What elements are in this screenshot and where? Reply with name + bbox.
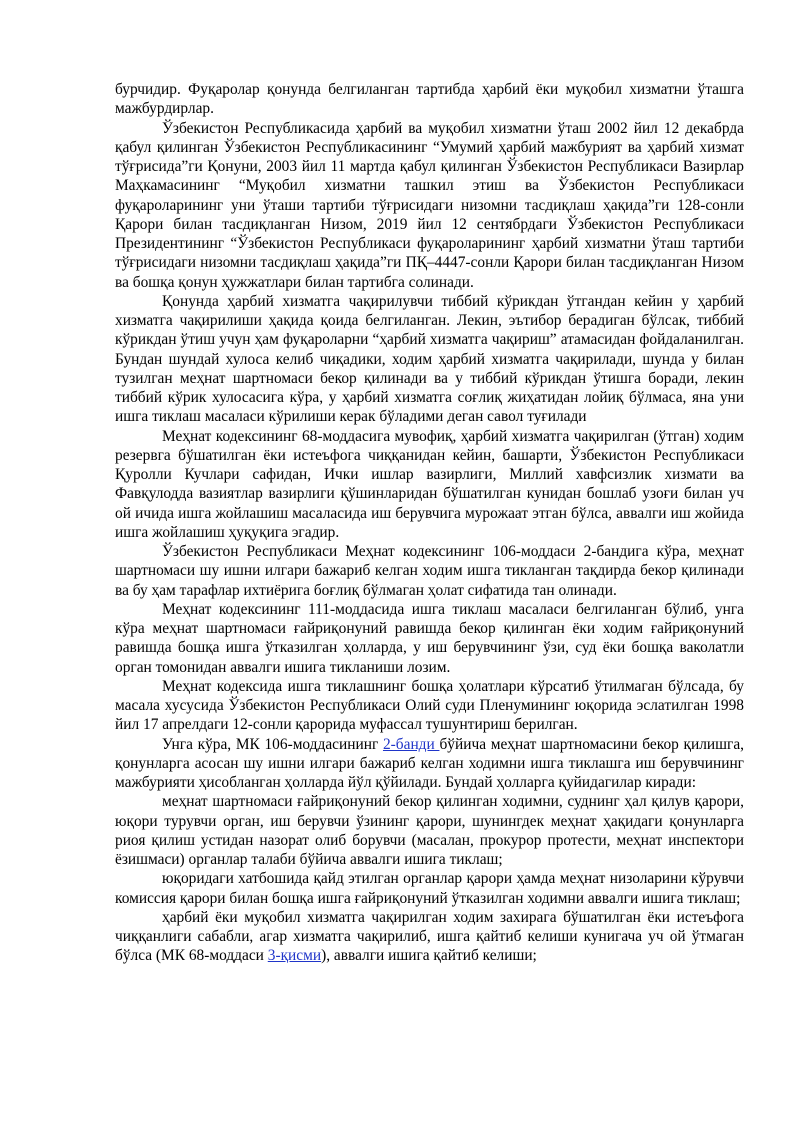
paragraph xyxy=(115,80,744,119)
paragraph xyxy=(115,600,744,677)
paragraph-text: юқоридаги хатбошида қайд этилган органлар қарори ҳамда меҳнат низоларини кўрувчи комиссия қарори билан бошқа ишга ғайриқонуний ўтказилган ходимни аввалги ишига тиклаш; xyxy=(115,870,744,907)
paragraph xyxy=(115,542,744,600)
paragraph-text: Унга кўра, МК 106-моддасининг xyxy=(162,735,383,753)
paragraph xyxy=(115,292,744,427)
paragraph-text: Меҳнат кодексида ишга тиклашнинг бошқа ҳолатлари кўрсатиб ўтилмаган бўлсада, бу масала хусусида Ўзбекистон Республикаси Олий суди Пленумининг юқорида эслатилган 1998 йил 17 апрелдаги 12-сонли қарорида муфассал тушунтириш берилган. xyxy=(115,677,744,734)
article-106-clause-2-link[interactable]: 2-банди xyxy=(382,735,440,753)
paragraph-text: Ўзбекистон Республикасида ҳарбий ва муқобил хизматни ўташ 2002 йил 12 декабрда қабул қилинган Ўзбекистон Республикасининг “Умумий ҳарбий мажбурият ва ҳарбий хизмат тўғрисида”ги Қонуни, 2003 йил 11 мартда қабул қилинган Ўзбекистон Республикаси Вазирлар Маҳкамасининг “Муқобил хизматни ташкил этиш ва Ўзбекистон Республикаси фуқароларининг уни ўташи тартиби тўғрисидаги низомни тасдиқлаш ҳақида”ги 128-сонли Қарори билан тасдиқланган Низом, 2019 йил 12 сентябрдаги Ўзбекистон Республикаси Президентининг “Ўзбекистон Республикаси фуқароларининг ҳарбий хизматни ўташ тартиби тўғрисидаги низомни тасдиқлаш ҳақида”ги ПҚ–4447-сонли Қарори билан тасдиқланган Низом ва бошқа қонун ҳужжатлари билан тартибга солинади. xyxy=(115,119,744,291)
paragraph xyxy=(115,119,744,292)
paragraph-text: Қонунда ҳарбий хизматга чақирилувчи тиббий кўрикдан ўтгандан кейин у ҳарбий хизматга чақирилиши ҳақида қоида белгиланган. Лекин, эътибор берадиган бўлсак, тиббий кўрикдан ўтиш учун ҳам фуқароларни “ҳарбий хизматга чақириш” атамасидан фойдаланилган. Бундан шундай хулоса келиб чиқадики, ходим ҳарбий хизматга чақирилади, шунда у билан тузилган меҳнат шартномаси бекор қилинади ва у тиббий кўрикдан ўтишга боради, лекин тиббий кўрик хулосасига кўра, у ҳарбий хизматга соғлиқ жиҳатидан лойиқ бўлмаса, яна уни ишга тиклаш масаласи кўрилиши керак бўладими деган савол туғилади xyxy=(115,292,744,426)
paragraph xyxy=(115,735,744,793)
list-item xyxy=(115,869,744,908)
paragraph-text: ), аввалги ишига қайтиб келиши; xyxy=(321,947,537,965)
list-item xyxy=(115,792,744,869)
paragraph-text: бурчидир. Фуқаролар қонунда белгиланган тартибда ҳарбий ёки муқобил хизматни ўташга мажбурдирлар. xyxy=(115,81,744,118)
paragraph-text: меҳнат шартномаси ғайриқонуний бекор қилинган ходимни, суднинг ҳал қилув қарори, юқори турувчи орган, иш берувчи ўзининг қарори, шунингдек меҳнат ҳақидаги қонунларга риоя қилиш устидан назорат олиб борувчи (масалан, прокурор протести, меҳнат инспектори ёзишмаси) органлар талаби бўйича аввалги ишига тиклаш; xyxy=(115,793,744,868)
list-item xyxy=(115,908,744,966)
paragraph-text: Меҳнат кодексининг 111-моддасида ишга тиклаш масаласи белгиланган бўлиб, унга кўра меҳнат шартномаси ғайриқонуний равишда бекор қилинган ёки ходим ғайриқонуний равишда бошқа ишга ўтказилган ҳолларда, у иш берувчининг ўзи, суд ёки бошқа ваколатли орган томонидан аввалги ишига тикланиши лозим. xyxy=(115,600,744,676)
paragraph-text: Ўзбекистон Республикаси Меҳнат кодексининг 106-моддаси 2-бандига кўра, меҳнат шартномаси шу ишни илгари бажариб келган ходим ишга тикланган тақдирда бекор қилинади ва бу ҳам тарафлар ихтиёрига боғлиқ бўлмаган ҳолат сифатида тан олинади. xyxy=(115,543,744,599)
paragraph-text: ҳарбий ёки муқобил хизматга чақирилган ходим захирага бўшатилган ёки истеъфога чиққанлиги сабабли, агар хизматга чақирилиб, ишга қайтиб келиши кунигача уч ой ўтмаган бўлса (МК 68-моддаси xyxy=(115,908,744,965)
paragraph xyxy=(115,677,744,735)
paragraph-text: Меҳнат кодексининг 68-моддасига мувофиқ, ҳарбий хизматга чақирилган (ўтган) ходим резервга бўшатилган ёки истеъфога чиққанидан кейин, башарти, Ўзбекистон Республикаси Қуролли Кучлари сафидан, Ички ишлар вазирлиги, Миллий хавфсизлик хизмати ва Фавқулодда вазиятлар вазирлиги қўшинларидан бўшатилган кунидан бошлаб узоғи билан уч ой ичида ишга жойлашиш масаласида иш берувчига мурожаат этган бўлса, аввалги иш жойида ишга жойлашиш ҳуқуқига эгадир. xyxy=(115,427,744,541)
document-body xyxy=(115,80,744,966)
paragraph-text: бўйича меҳнат шартномасини бекор қилишга, қонунларга асосан шу ишни илгари бажариб келган ходимни ишга тиклашга иш берувчининг мажбурияти ҳисобланган ҳолларда йўл қўйилади. Бундай ҳолларга қуйидагилар киради: xyxy=(115,735,744,791)
paragraph xyxy=(115,427,744,543)
article-68-part-3-link[interactable]: 3-қисми xyxy=(267,947,322,965)
